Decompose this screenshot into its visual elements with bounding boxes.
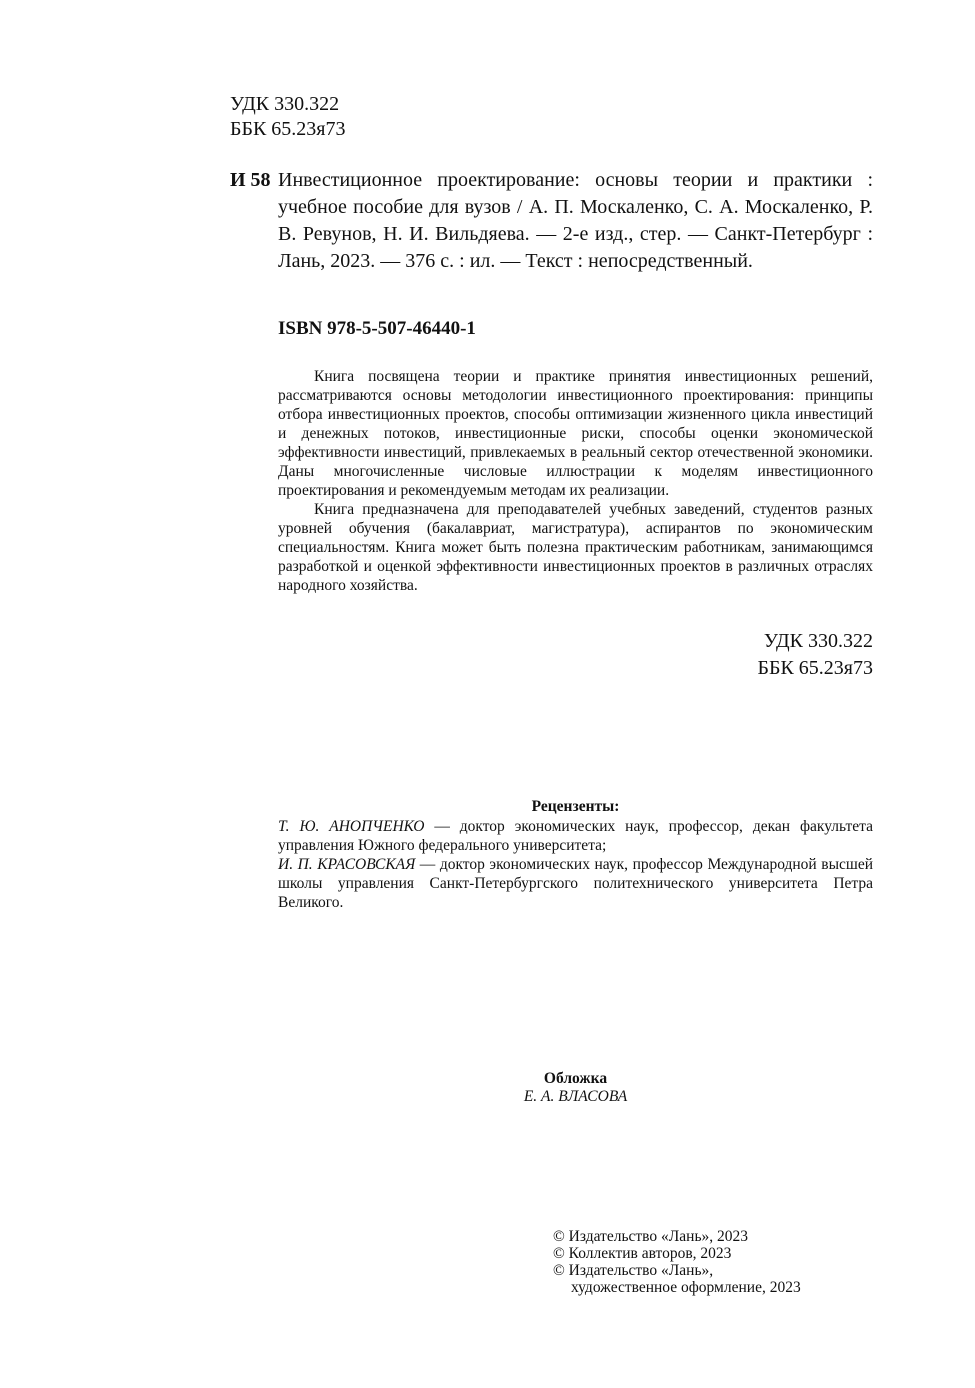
- cover-designer: Е. А. ВЛАСОВА: [523, 1088, 628, 1105]
- author-mark: И 58: [230, 169, 271, 191]
- reviewer-entry: [278, 855, 873, 912]
- annotation-paragraph: Книга предназначена для преподавателей учебных заведений, студентов разных уровней обучения (бакалавриат, магистратура), аспирантов по экономическим специальностям. Книга может быть полезна практическим работникам, занимающимся разработкой и оценкой эффективности инвестиционных проектов в различных отраслях народного хозяйства.: [278, 501, 873, 594]
- copyright-line: © Коллектив авторов, 2023: [553, 1245, 732, 1262]
- udk-code: УДК 330.322: [763, 630, 873, 652]
- copyright-line: © Издательство «Лань»,: [553, 1262, 714, 1279]
- bbk-code: ББК 65.23я73: [757, 657, 873, 679]
- reviewer-name: И. П. КРАСОВСКАЯ: [278, 856, 416, 873]
- reviewer-description: — доктор экономических наук, профессор Международной высшей школы управления Санкт-Петербургского политехнического университета Петра Великого.: [278, 856, 873, 911]
- copyright-line: © Издательство «Лань», 2023: [553, 1228, 749, 1245]
- header-classification-codes: [230, 92, 346, 142]
- isbn: ISBN 978-5-507-46440-1: [278, 318, 476, 339]
- reviewers-list: [278, 817, 873, 912]
- annotation: [278, 367, 873, 595]
- bibliographic-record: [278, 167, 873, 275]
- footer-classification-codes: [660, 628, 873, 682]
- bbk-code: ББК 65.23я73: [230, 118, 346, 140]
- copyright-line: художественное оформление, 2023: [571, 1279, 801, 1296]
- reviewer-name: Т. Ю. АНОПЧЕНКО: [278, 818, 425, 835]
- reviewer-entry: [278, 817, 873, 855]
- reviewer-description: — доктор экономических наук, профессор, декан факультета управления Южного федерального университета;: [278, 818, 873, 854]
- copyright-block: [553, 1228, 801, 1296]
- reviewers-heading: Рецензенты:: [531, 798, 620, 815]
- annotation-paragraph: Книга посвящена теории и практике принятия инвестиционных решений, рассматриваются основы методологии инвестиционного проектирования: принципы отбора инвестиционных проектов, способы оптимизации жизненного цикла инвестиций и денежных потоков, инвестиционные риски, способы оценки экономической эффективности инвестиций, привлекаемых в реальный сектор отечественной экономики. Даны многочисленные числовые иллюстрации к моделям инвестиционного проектирования и рекомендуемым методам их реализации.: [278, 368, 873, 499]
- udk-code: УДК 330.322: [230, 93, 340, 115]
- bibliographic-text: Инвестиционное проектирование: основы теории и практики : учебное пособие для вузов / А. П. Москаленко, С. А. Москаленко, Р. В. Ревунов, Н. И. Вильдяева. — 2-е изд., стер. — Санкт-Петербург : Лань, 2023. — 376 с. : ил. — Текст : непосредственный.: [278, 169, 873, 272]
- cover-heading: Обложка: [543, 1070, 608, 1087]
